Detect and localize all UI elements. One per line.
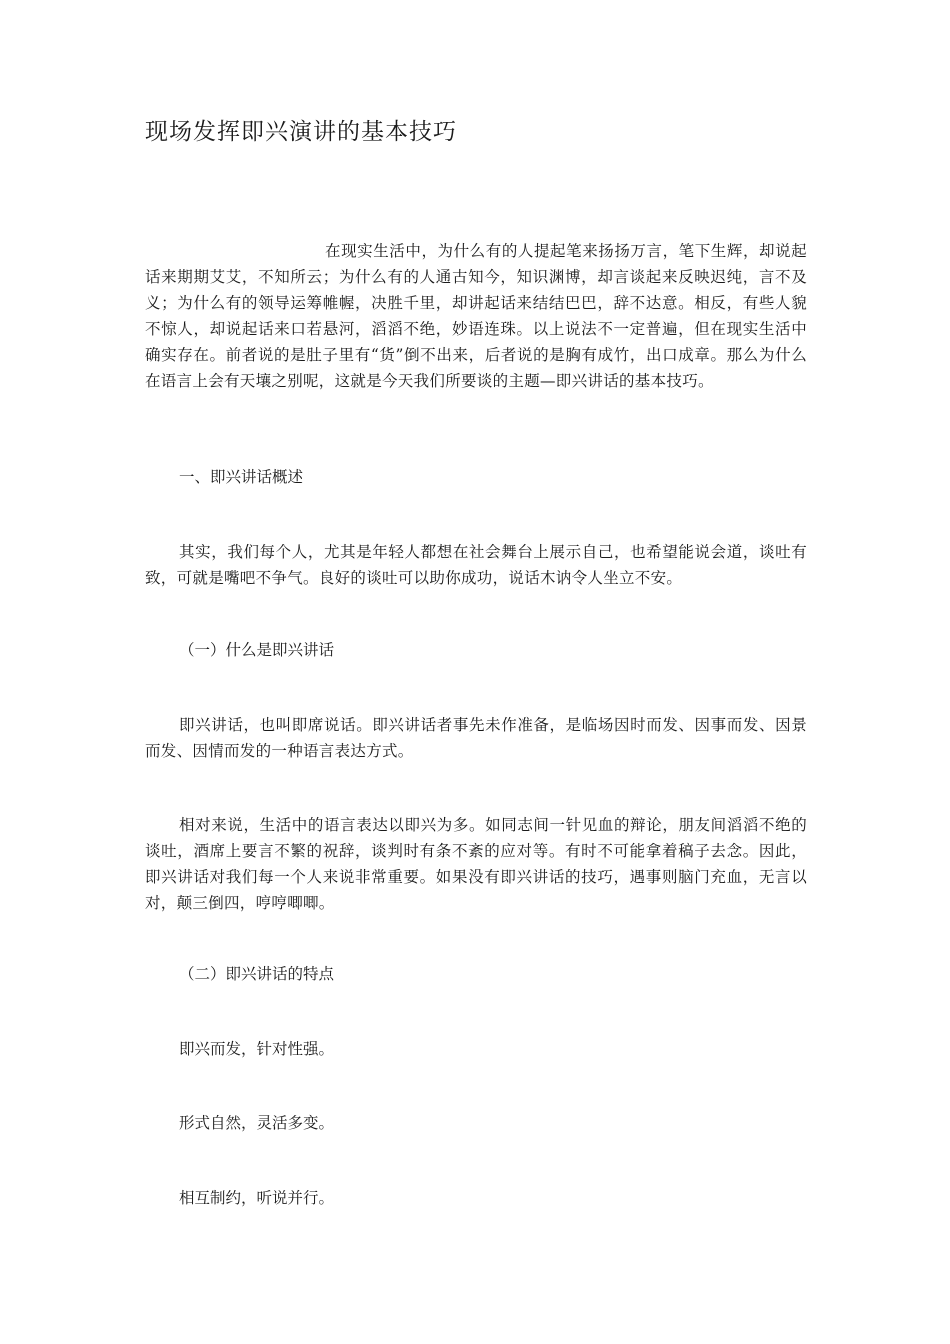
importance-paragraph: 相对来说，生活中的语言表达以即兴为多。如同志间一针见血的辩论，朋友间滔滔不绝的谈吐，酒席上要言不繁的祝辞，谈判时有条不紊的应对等。有时不可能拿着稿子去念。因此，即兴讲话对我们每一个人来说非常重要。如果没有即兴讲话的技巧，遇事则脑门充血，无言以对，颠三倒四，哼哼唧唧。 — [145, 816, 807, 912]
feature-item-1: 即兴而发，针对性强。 — [179, 1040, 335, 1058]
definition-paragraph: 即兴讲话，也叫即席说话。即兴讲话者事先未作准备，是临场因时而发、因事而发、因景而发、因情而发的一种语言表达方式。 — [145, 716, 807, 760]
feature-item-3: 相互制约，听说并行。 — [179, 1189, 335, 1207]
section-heading-overview: 一、即兴讲话概述 — [179, 468, 304, 486]
subsection-heading-features: （二）即兴讲话的特点 — [179, 965, 335, 983]
feature-item-2: 形式自然，灵活多变。 — [179, 1114, 335, 1132]
subsection-heading-what-is: （一）什么是即兴讲话 — [179, 641, 335, 659]
overview-paragraph: 其实，我们每个人，尤其是年轻人都想在社会舞台上展示自己，也希望能说会道，谈吐有致，可就是嘴吧不争气。良好的谈吐可以助你成功，说话木讷令人坐立不安。 — [145, 543, 807, 587]
document-title: 现场发挥即兴演讲的基本技巧 — [145, 119, 457, 145]
intro-paragraph: 在现实生活中，为什么有的人提起笔来扬扬万言，笔下生辉，却说起话来期期艾艾，不知所云；为什么有的人通古知今，知识渊博，却言谈起来反映迟纯，言不及义；为什么有的领导运筹帷幄，决胜千里，却讲起话来结结巴巴，辞不达意。相反，有些人貌不惊人，却说起话来口若悬河，滔滔不绝，妙语连珠。以上说法不一定普遍，但在现实生活中确实存在。前者说的是肚子里有“货”倒不出来，后者说的是胸有成竹，出口成章。那么为什么在语言上会有天壤之别呢，这就是今天我们所要谈的主题—即兴讲话的基本技巧。 — [145, 242, 807, 390]
